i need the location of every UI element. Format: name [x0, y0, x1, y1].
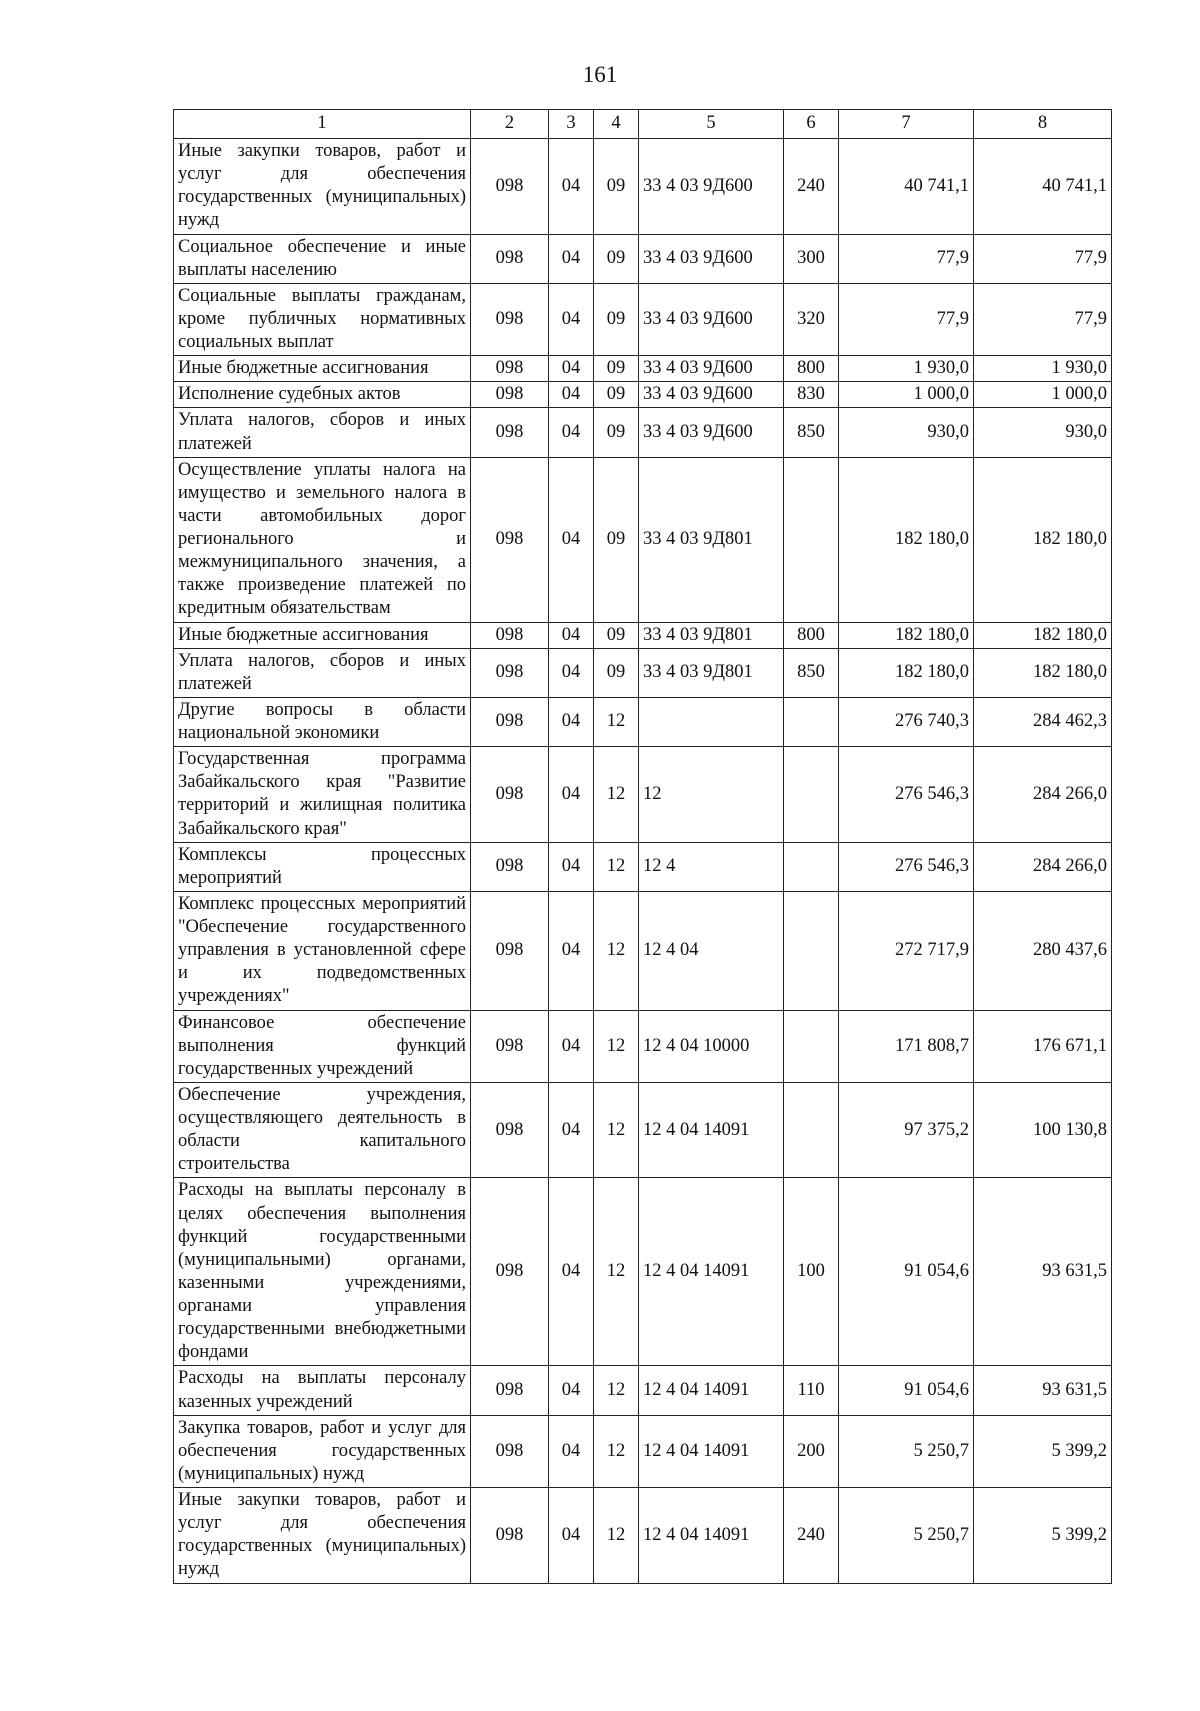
table-row	[174, 356, 1112, 382]
amount-col7-cell: 77,9	[839, 283, 974, 355]
subsection-code-cell: 12	[594, 842, 639, 891]
amount-col8-cell: 280 437,6	[974, 891, 1112, 1010]
department-code-cell: 098	[471, 747, 549, 843]
target-article-cell: 33 4 03 9Д600	[639, 356, 784, 382]
column-header-6: 6	[784, 110, 839, 139]
target-article-cell: 12 4 04 14091	[639, 1488, 784, 1584]
subsection-code-cell: 12	[594, 1366, 639, 1415]
subsection-code-cell: 12	[594, 1082, 639, 1178]
amount-col8-cell: 182 180,0	[974, 648, 1112, 697]
table-row	[174, 1415, 1112, 1487]
expense-type-cell: 830	[784, 382, 839, 408]
subsection-code-cell: 12	[594, 1178, 639, 1366]
amount-col7-cell: 1 930,0	[839, 356, 974, 382]
item-name-cell: Закупка товаров, работ и услуг для обеспечения государственных (муниципальных) нужд	[174, 1415, 471, 1487]
item-name-cell: Уплата налогов, сборов и иных платежей	[174, 648, 471, 697]
section-code-cell: 04	[549, 1010, 594, 1082]
amount-col7-cell: 276 740,3	[839, 697, 974, 746]
subsection-code-cell: 09	[594, 234, 639, 283]
subsection-code-cell: 12	[594, 1415, 639, 1487]
expense-type-cell: 800	[784, 622, 839, 648]
subsection-code-cell: 12	[594, 697, 639, 746]
expense-type-cell	[784, 1010, 839, 1082]
item-name-cell: Иные бюджетные ассигнования	[174, 356, 471, 382]
amount-col8-cell: 284 266,0	[974, 747, 1112, 843]
section-code-cell: 04	[549, 283, 594, 355]
department-code-cell: 098	[471, 234, 549, 283]
target-article-cell: 33 4 03 9Д600	[639, 234, 784, 283]
item-name-cell: Иные закупки товаров, работ и услуг для обеспечения государственных (муниципальных) нужд	[174, 139, 471, 235]
department-code-cell: 098	[471, 1010, 549, 1082]
subsection-code-cell: 09	[594, 457, 639, 622]
amount-col8-cell: 182 180,0	[974, 622, 1112, 648]
expense-type-cell	[784, 891, 839, 1010]
table-row	[174, 842, 1112, 891]
expense-type-cell: 240	[784, 139, 839, 235]
table-row	[174, 697, 1112, 746]
amount-col7-cell: 40 741,1	[839, 139, 974, 235]
department-code-cell: 098	[471, 1178, 549, 1366]
amount-col8-cell: 182 180,0	[974, 457, 1112, 622]
amount-col8-cell: 284 462,3	[974, 697, 1112, 746]
expense-type-cell: 320	[784, 283, 839, 355]
section-code-cell: 04	[549, 408, 594, 457]
section-code-cell: 04	[549, 1488, 594, 1584]
table-row	[174, 891, 1112, 1010]
amount-col8-cell: 176 671,1	[974, 1010, 1112, 1082]
amount-col7-cell: 77,9	[839, 234, 974, 283]
expense-type-cell: 800	[784, 356, 839, 382]
target-article-cell: 12 4 04 14091	[639, 1415, 784, 1487]
section-code-cell: 04	[549, 382, 594, 408]
table-row	[174, 1488, 1112, 1584]
amount-col8-cell: 100 130,8	[974, 1082, 1112, 1178]
column-header-3: 3	[549, 110, 594, 139]
amount-col7-cell: 182 180,0	[839, 457, 974, 622]
amount-col7-cell: 182 180,0	[839, 648, 974, 697]
target-article-cell: 12 4 04 10000	[639, 1010, 784, 1082]
target-article-cell: 33 4 03 9Д801	[639, 622, 784, 648]
item-name-cell: Государственная программа Забайкальского края "Развитие территорий и жилищная политика Забайкальского края"	[174, 747, 471, 843]
department-code-cell: 098	[471, 382, 549, 408]
expense-type-cell	[784, 697, 839, 746]
expense-type-cell: 200	[784, 1415, 839, 1487]
target-article-cell: 12	[639, 747, 784, 843]
item-name-cell: Социальное обеспечение и иные выплаты населению	[174, 234, 471, 283]
target-article-cell: 33 4 03 9Д600	[639, 283, 784, 355]
subsection-code-cell: 09	[594, 408, 639, 457]
subsection-code-cell: 09	[594, 648, 639, 697]
section-code-cell: 04	[549, 1082, 594, 1178]
amount-col7-cell: 171 808,7	[839, 1010, 974, 1082]
department-code-cell: 098	[471, 1366, 549, 1415]
expense-type-cell: 300	[784, 234, 839, 283]
budget-table	[173, 109, 1112, 1584]
amount-col7-cell: 182 180,0	[839, 622, 974, 648]
section-code-cell: 04	[549, 356, 594, 382]
table-row	[174, 1178, 1112, 1366]
column-header-4: 4	[594, 110, 639, 139]
table-row	[174, 622, 1112, 648]
table-body	[174, 139, 1112, 1584]
table-row	[174, 408, 1112, 457]
amount-col8-cell: 284 266,0	[974, 842, 1112, 891]
table-row	[174, 747, 1112, 843]
amount-col8-cell: 93 631,5	[974, 1178, 1112, 1366]
section-code-cell: 04	[549, 842, 594, 891]
expense-type-cell	[784, 842, 839, 891]
department-code-cell: 098	[471, 283, 549, 355]
section-code-cell: 04	[549, 697, 594, 746]
amount-col7-cell: 272 717,9	[839, 891, 974, 1010]
item-name-cell: Социальные выплаты гражданам, кроме публичных нормативных социальных выплат	[174, 283, 471, 355]
department-code-cell: 098	[471, 1415, 549, 1487]
target-article-cell: 12 4 04 14091	[639, 1178, 784, 1366]
item-name-cell: Комплексы процессных мероприятий	[174, 842, 471, 891]
target-article-cell: 33 4 03 9Д600	[639, 408, 784, 457]
column-header-5: 5	[639, 110, 784, 139]
target-article-cell: 33 4 03 9Д600	[639, 382, 784, 408]
section-code-cell: 04	[549, 234, 594, 283]
column-header-2: 2	[471, 110, 549, 139]
department-code-cell: 098	[471, 648, 549, 697]
target-article-cell: 12 4 04	[639, 891, 784, 1010]
table-row	[174, 1366, 1112, 1415]
expense-type-cell: 100	[784, 1178, 839, 1366]
expense-type-cell	[784, 457, 839, 622]
expense-type-cell: 850	[784, 408, 839, 457]
expense-type-cell: 850	[784, 648, 839, 697]
table-row	[174, 1082, 1112, 1178]
target-article-cell: 12 4 04 14091	[639, 1082, 784, 1178]
column-header-1: 1	[174, 110, 471, 139]
table-row	[174, 1010, 1112, 1082]
amount-col8-cell: 77,9	[974, 283, 1112, 355]
subsection-code-cell: 09	[594, 139, 639, 235]
item-name-cell: Иные бюджетные ассигнования	[174, 622, 471, 648]
section-code-cell: 04	[549, 891, 594, 1010]
department-code-cell: 098	[471, 1082, 549, 1178]
amount-col7-cell: 930,0	[839, 408, 974, 457]
table-row	[174, 139, 1112, 235]
amount-col8-cell: 1 930,0	[974, 356, 1112, 382]
amount-col7-cell: 91 054,6	[839, 1178, 974, 1366]
section-code-cell: 04	[549, 457, 594, 622]
section-code-cell: 04	[549, 1415, 594, 1487]
section-code-cell: 04	[549, 622, 594, 648]
target-article-cell: 12 4 04 14091	[639, 1366, 784, 1415]
target-article-cell: 33 4 03 9Д801	[639, 457, 784, 622]
target-article-cell: 33 4 03 9Д801	[639, 648, 784, 697]
amount-col7-cell: 276 546,3	[839, 842, 974, 891]
column-header-8: 8	[974, 110, 1112, 139]
amount-col7-cell: 5 250,7	[839, 1415, 974, 1487]
expense-type-cell: 240	[784, 1488, 839, 1584]
expense-type-cell	[784, 1082, 839, 1178]
item-name-cell: Комплекс процессных мероприятий "Обеспечение государственного управления в установленной сфере и их подведомственных учреждениях"	[174, 891, 471, 1010]
item-name-cell: Уплата налогов, сборов и иных платежей	[174, 408, 471, 457]
amount-col8-cell: 40 741,1	[974, 139, 1112, 235]
department-code-cell: 098	[471, 891, 549, 1010]
department-code-cell: 098	[471, 457, 549, 622]
section-code-cell: 04	[549, 1178, 594, 1366]
expense-type-cell: 110	[784, 1366, 839, 1415]
department-code-cell: 098	[471, 408, 549, 457]
subsection-code-cell: 09	[594, 356, 639, 382]
target-article-cell: 12 4	[639, 842, 784, 891]
subsection-code-cell: 09	[594, 622, 639, 648]
subsection-code-cell: 09	[594, 283, 639, 355]
amount-col8-cell: 1 000,0	[974, 382, 1112, 408]
page-number: 161	[582, 62, 618, 87]
table-row	[174, 234, 1112, 283]
amount-col7-cell: 276 546,3	[839, 747, 974, 843]
amount-col7-cell: 97 375,2	[839, 1082, 974, 1178]
amount-col7-cell: 5 250,7	[839, 1488, 974, 1584]
section-code-cell: 04	[549, 747, 594, 843]
item-name-cell: Исполнение судебных актов	[174, 382, 471, 408]
department-code-cell: 098	[471, 139, 549, 235]
department-code-cell: 098	[471, 356, 549, 382]
amount-col8-cell: 93 631,5	[974, 1366, 1112, 1415]
item-name-cell: Финансовое обеспечение выполнения функций государственных учреждений	[174, 1010, 471, 1082]
subsection-code-cell: 09	[594, 382, 639, 408]
table-row	[174, 382, 1112, 408]
amount-col7-cell: 91 054,6	[839, 1366, 974, 1415]
item-name-cell: Расходы на выплаты персоналу в целях обеспечения выполнения функций государственными (муниципальными) органами, казенными учреждениями, органами управления государственными внебюджетными фондами	[174, 1178, 471, 1366]
item-name-cell: Иные закупки товаров, работ и услуг для обеспечения государственных (муниципальных) нужд	[174, 1488, 471, 1584]
department-code-cell: 098	[471, 697, 549, 746]
department-code-cell: 098	[471, 1488, 549, 1584]
amount-col7-cell: 1 000,0	[839, 382, 974, 408]
target-article-cell: 33 4 03 9Д600	[639, 139, 784, 235]
amount-col8-cell: 5 399,2	[974, 1488, 1112, 1584]
section-code-cell: 04	[549, 1366, 594, 1415]
subsection-code-cell: 12	[594, 1010, 639, 1082]
subsection-code-cell: 12	[594, 747, 639, 843]
amount-col8-cell: 930,0	[974, 408, 1112, 457]
table-row	[174, 457, 1112, 622]
department-code-cell: 098	[471, 622, 549, 648]
section-code-cell: 04	[549, 139, 594, 235]
item-name-cell: Расходы на выплаты персоналу казенных учреждений	[174, 1366, 471, 1415]
expense-type-cell	[784, 747, 839, 843]
target-article-cell	[639, 697, 784, 746]
table-row	[174, 283, 1112, 355]
subsection-code-cell: 12	[594, 1488, 639, 1584]
item-name-cell: Обеспечение учреждения, осуществляющего деятельность в области капитального строительства	[174, 1082, 471, 1178]
amount-col8-cell: 77,9	[974, 234, 1112, 283]
subsection-code-cell: 12	[594, 891, 639, 1010]
header-row	[174, 110, 1112, 139]
item-name-cell: Другие вопросы в области национальной экономики	[174, 697, 471, 746]
column-header-7: 7	[839, 110, 974, 139]
section-code-cell: 04	[549, 648, 594, 697]
department-code-cell: 098	[471, 842, 549, 891]
table-row	[174, 648, 1112, 697]
amount-col8-cell: 5 399,2	[974, 1415, 1112, 1487]
item-name-cell: Осуществление уплаты налога на имущество и земельного налога в части автомобильных дорог регионального и межмуниципального значения, а также произведение платежей по кредитным обязательствам	[174, 457, 471, 622]
